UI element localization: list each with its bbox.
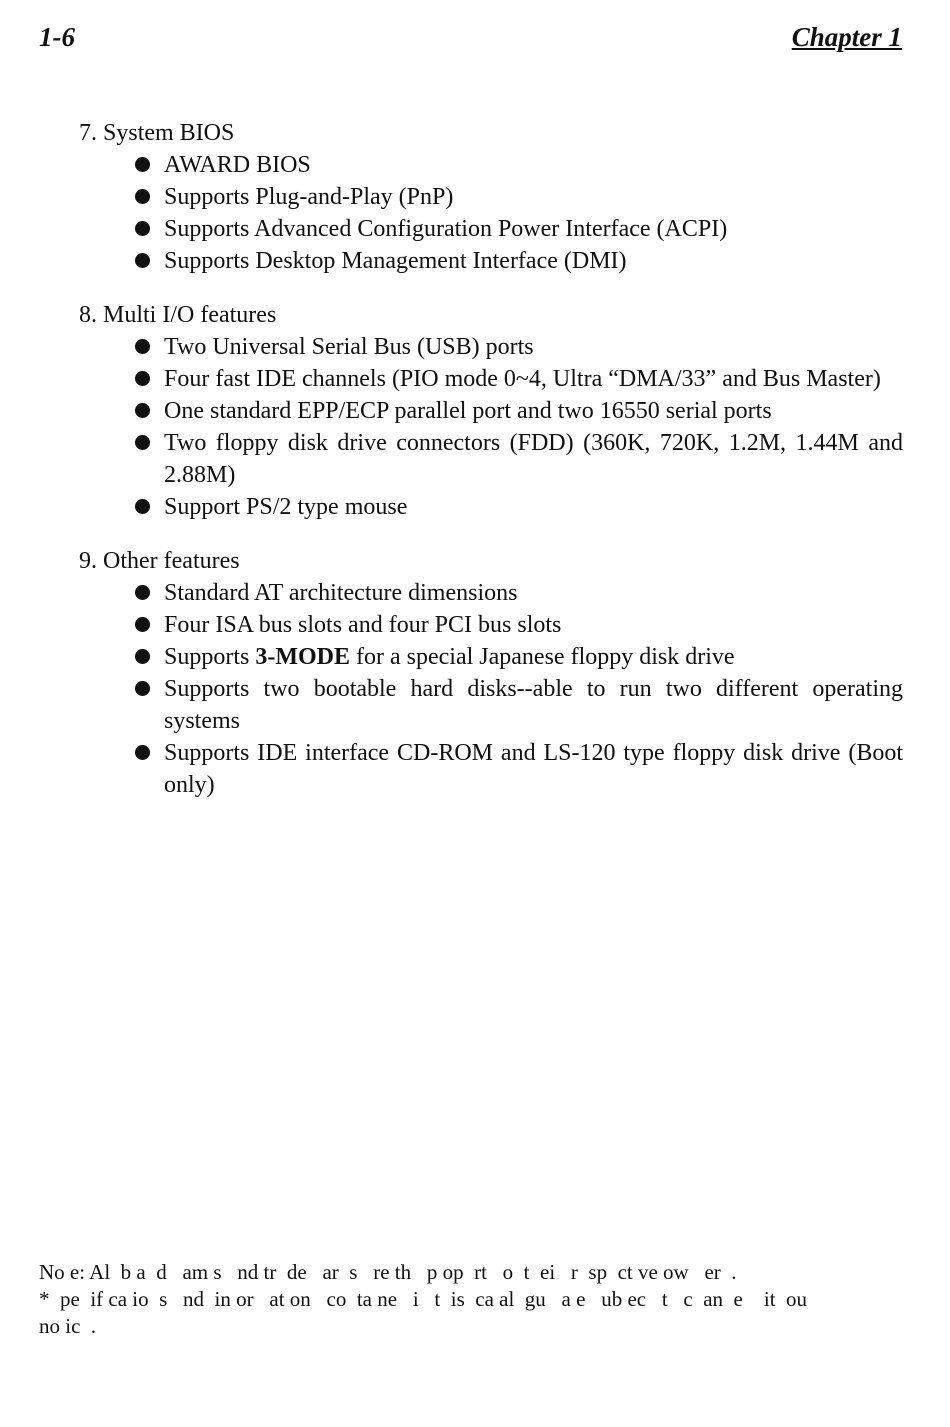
list-item — [164, 427, 903, 491]
item-text: Two Universal Serial Bus (USB) ports — [164, 334, 534, 360]
item-text: One standard EPP/ECP parallel port and two 16550 serial ports — [164, 398, 772, 424]
footnote-line: No e: Al b a d am s nd tr de ar s re th p op rt o t ei r sp ct ve ow er . — [39, 1260, 737, 1284]
list-item — [164, 245, 903, 277]
list-item — [164, 395, 903, 427]
bullet-icon — [135, 745, 150, 760]
list-item — [164, 363, 903, 395]
bullet-icon — [135, 339, 150, 354]
bullet-list — [79, 577, 903, 801]
item-text-suffix: for a special Japanese floppy disk drive — [350, 644, 735, 670]
bullet-icon — [135, 617, 150, 632]
item-text-prefix: Supports — [164, 644, 256, 670]
feature-list — [79, 117, 903, 823]
footnote-line: * pe if ca io s nd in or at on co ta ne i t is ca al gu a e ub ec t c an e it ou — [39, 1287, 808, 1311]
footnote-line: no ic . — [39, 1314, 97, 1338]
bullet-icon — [135, 585, 150, 600]
section-multi-io — [79, 299, 903, 523]
section-system-bios — [79, 117, 903, 277]
list-item — [164, 641, 903, 673]
list-item — [164, 491, 903, 523]
item-text: AWARD BIOS — [164, 152, 311, 178]
bullet-icon — [135, 221, 150, 236]
section-title: 7. System BIOS — [79, 120, 235, 146]
list-item — [164, 331, 903, 363]
item-text: Supports Plug-and-Play (PnP) — [164, 184, 454, 210]
list-item — [164, 181, 903, 213]
item-text: Supports Advanced Configuration Power Interface (ACPI) — [164, 216, 728, 242]
footnote — [39, 1259, 899, 1340]
section-title: 9. Other features — [79, 548, 240, 574]
item-text: Standard AT architecture dimensions — [164, 580, 518, 606]
bullet-icon — [135, 403, 150, 418]
list-item — [164, 673, 903, 737]
bullet-icon — [135, 253, 150, 268]
bullet-icon — [135, 189, 150, 204]
bullet-icon — [135, 499, 150, 514]
bullet-icon — [135, 435, 150, 450]
item-text-bold: 3-MODE — [255, 644, 351, 670]
item-text: Two floppy disk drive connectors (FDD) (360K, 720K, 1.2M, 1.44M and 2.88M) — [164, 430, 903, 488]
bullet-list — [79, 331, 903, 523]
section-other-features — [79, 545, 903, 801]
item-text: Supports Desktop Management Interface (DMI) — [164, 248, 627, 274]
chapter-title: Chapter 1 — [791, 22, 902, 52]
section-title: 8. Multi I/O features — [79, 302, 277, 328]
bullet-icon — [135, 371, 150, 386]
list-item — [164, 149, 903, 181]
item-text: Supports IDE interface CD-ROM and LS-120 type floppy disk drive (Boot only) — [164, 740, 903, 798]
item-text: Supports two bootable hard disks--able to run two different operating systems — [164, 676, 903, 734]
item-text: Four fast IDE channels (PIO mode 0~4, Ultra “DMA/33” and Bus Master) — [164, 366, 881, 392]
bullet-list — [79, 149, 903, 277]
bullet-icon — [135, 157, 150, 172]
item-text: Four ISA bus slots and four PCI bus slots — [164, 612, 562, 638]
list-item — [164, 577, 903, 609]
page-number: 1-6 — [39, 22, 75, 52]
bullet-icon — [135, 681, 150, 696]
list-item — [164, 609, 903, 641]
list-item — [164, 213, 903, 245]
bullet-icon — [135, 649, 150, 664]
list-item — [164, 737, 903, 801]
item-text: Support PS/2 type mouse — [164, 494, 408, 520]
